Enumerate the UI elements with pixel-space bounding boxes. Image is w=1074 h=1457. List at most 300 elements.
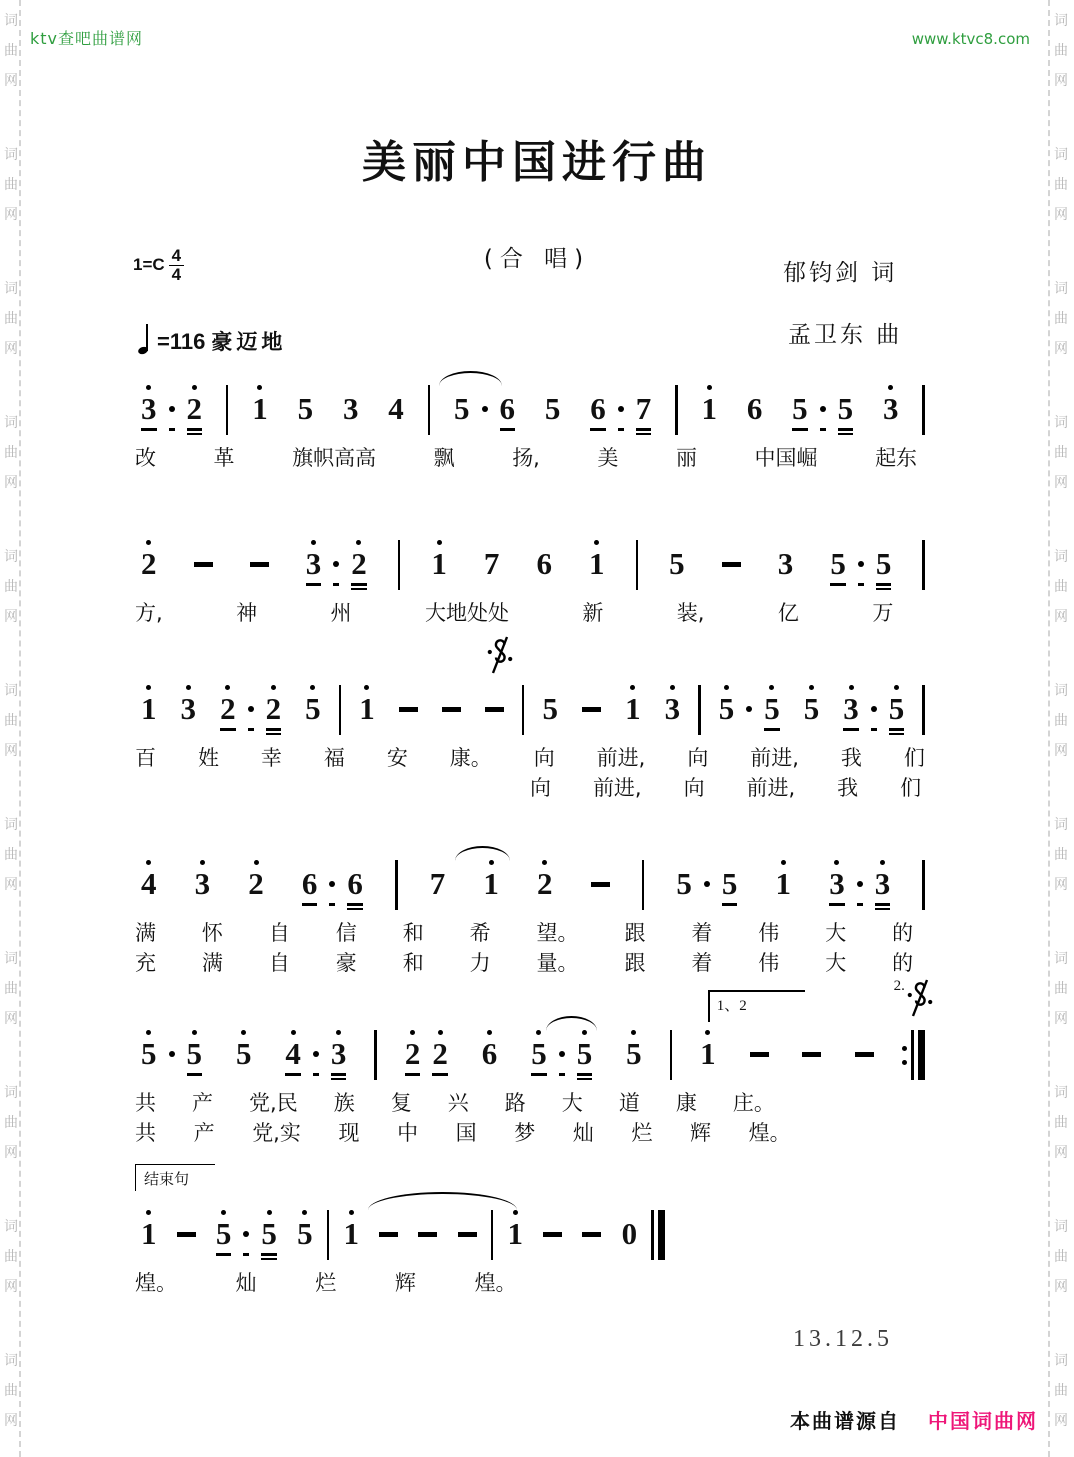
underline bbox=[857, 903, 863, 906]
watermark-char: 曲 bbox=[1054, 1115, 1068, 1131]
underline bbox=[329, 903, 335, 906]
glyph bbox=[543, 1217, 562, 1251]
repeat-barline bbox=[902, 1030, 925, 1080]
glyph: 4 bbox=[285, 1036, 301, 1071]
dash-note bbox=[479, 683, 510, 738]
glyph bbox=[313, 1037, 319, 1071]
lyric-syllable: 现 bbox=[338, 1121, 360, 1145]
lyric-syllable: 亿 bbox=[777, 601, 799, 625]
score-line-2 bbox=[135, 538, 925, 626]
lyric-syllable: 康 bbox=[675, 1091, 697, 1115]
augmentation-dot bbox=[327, 538, 345, 593]
glyph bbox=[750, 1037, 769, 1071]
lyric-syllable: 力 bbox=[469, 951, 491, 975]
underline-slot bbox=[243, 1251, 249, 1263]
underline-slot bbox=[187, 1071, 203, 1083]
watermark-char: 词 bbox=[4, 683, 18, 699]
dash-glyph bbox=[485, 707, 504, 712]
watermark-char: 曲 bbox=[4, 579, 18, 595]
octave-dot bbox=[192, 1030, 197, 1035]
underline-slot bbox=[344, 1251, 360, 1263]
underline-slot bbox=[194, 581, 213, 593]
lyric-syllable: 着 bbox=[691, 921, 713, 945]
underline-slot bbox=[704, 901, 710, 913]
note bbox=[713, 683, 741, 738]
lyric-syllable: 前进, bbox=[746, 776, 796, 800]
octave-dot bbox=[225, 685, 230, 690]
underline-slot bbox=[545, 426, 561, 438]
song-subtitle: (合 唱) bbox=[483, 246, 591, 272]
note bbox=[476, 1028, 504, 1083]
watermark-char: 词 bbox=[4, 1085, 18, 1101]
lyrics-row-1 bbox=[135, 1090, 925, 1116]
glyph: 1 bbox=[589, 546, 605, 581]
underline-slot bbox=[559, 1071, 565, 1083]
lyric-syllable: 大 bbox=[825, 951, 847, 975]
underline bbox=[169, 428, 175, 431]
watermark-char: 网 bbox=[1054, 1413, 1068, 1429]
glyph: 3 bbox=[141, 391, 157, 426]
glyph: 5 bbox=[676, 866, 692, 901]
watermark-char: 网 bbox=[1054, 475, 1068, 491]
underline-slot bbox=[722, 901, 738, 913]
note bbox=[291, 1208, 319, 1263]
lyric-syllable: 望。 bbox=[536, 921, 579, 945]
glyph bbox=[820, 392, 826, 426]
glyph: 6 bbox=[746, 391, 763, 426]
lyric-syllable: 大 bbox=[825, 921, 847, 945]
augmentation-dot bbox=[163, 383, 181, 438]
underline-slot bbox=[747, 426, 763, 438]
lyric-syllable: 共 bbox=[135, 1121, 156, 1145]
note bbox=[214, 683, 242, 738]
beam-group bbox=[786, 383, 859, 438]
lyrics-row-1 bbox=[135, 445, 925, 471]
song-title: 美丽中国进行曲 bbox=[362, 138, 712, 187]
underline-slot bbox=[482, 426, 488, 438]
glyph: 3 bbox=[194, 866, 211, 901]
underline-slot bbox=[750, 1071, 769, 1083]
underline-slot bbox=[236, 1071, 252, 1083]
underline bbox=[531, 1073, 547, 1076]
glyph bbox=[250, 547, 269, 581]
note bbox=[292, 383, 320, 438]
dot-glyph bbox=[559, 1051, 565, 1057]
note bbox=[325, 1028, 353, 1083]
underline-slot bbox=[802, 1071, 821, 1083]
note bbox=[181, 1028, 209, 1083]
barline bbox=[675, 385, 678, 435]
ending-label: 结束句 bbox=[135, 1164, 215, 1191]
underline-slot bbox=[418, 1251, 437, 1263]
underline bbox=[590, 428, 606, 431]
note bbox=[659, 683, 687, 738]
lyric-syllable: 神 bbox=[236, 601, 258, 625]
underline bbox=[820, 428, 826, 431]
underline-slot bbox=[195, 901, 211, 913]
glyph: 3 bbox=[305, 546, 322, 581]
dash-glyph bbox=[250, 562, 269, 567]
meter-denominator: 4 bbox=[171, 264, 182, 284]
dot-glyph bbox=[329, 881, 335, 887]
note bbox=[279, 1028, 307, 1083]
dot-glyph bbox=[820, 406, 826, 412]
watermark-char: 词 bbox=[1054, 549, 1068, 565]
glyph bbox=[746, 692, 752, 726]
note bbox=[260, 683, 288, 738]
underline bbox=[187, 428, 203, 431]
watermark-char: 词 bbox=[1054, 147, 1068, 163]
dash-note bbox=[393, 683, 424, 738]
glyph: 5 bbox=[141, 1036, 157, 1071]
watermark-char: 曲 bbox=[1054, 177, 1068, 193]
watermark-char: 网 bbox=[1054, 1279, 1068, 1295]
footer-source-label: 本曲谱源自 bbox=[790, 1409, 900, 1433]
note bbox=[758, 683, 786, 738]
dash-glyph bbox=[379, 1232, 398, 1237]
watermark-char: 网 bbox=[4, 1145, 18, 1161]
lyric-syllable: 百 bbox=[135, 746, 156, 770]
octave-dot bbox=[809, 685, 814, 690]
dash-glyph bbox=[582, 1232, 601, 1237]
lyric-syllable: 道 bbox=[618, 1091, 640, 1115]
slur bbox=[368, 1192, 516, 1210]
lyric-syllable: 复 bbox=[390, 1091, 412, 1115]
underline bbox=[764, 728, 780, 731]
note bbox=[770, 858, 798, 913]
dash-glyph bbox=[750, 1052, 769, 1057]
octave-dot bbox=[146, 1030, 151, 1035]
watermark-char: 词 bbox=[1054, 1353, 1068, 1369]
beam-group bbox=[670, 858, 743, 913]
dot-glyph bbox=[243, 1231, 249, 1237]
underline-slot bbox=[297, 1251, 313, 1263]
underline bbox=[261, 1253, 277, 1256]
augmentation-dot bbox=[852, 538, 870, 593]
octave-dot bbox=[631, 1030, 636, 1035]
lyric-syllable: 姓 bbox=[197, 746, 219, 770]
note bbox=[255, 1208, 283, 1263]
underline-slot bbox=[582, 726, 601, 738]
underline-slot bbox=[313, 1071, 319, 1083]
octave-dot bbox=[192, 385, 197, 390]
underline-slot bbox=[618, 426, 624, 438]
barline bbox=[395, 860, 398, 910]
note bbox=[494, 383, 522, 438]
glyph: 5 bbox=[531, 1036, 547, 1071]
watermark-char: 网 bbox=[4, 1413, 18, 1429]
octave-dot bbox=[849, 685, 854, 690]
dash-note bbox=[188, 538, 219, 593]
augmentation-dot bbox=[865, 683, 883, 738]
note bbox=[353, 683, 381, 738]
slur bbox=[455, 846, 510, 861]
note bbox=[823, 858, 851, 913]
glyph: 3 bbox=[874, 866, 891, 901]
footer-site-link[interactable]: 中国词曲网 bbox=[928, 1409, 1038, 1433]
underline bbox=[248, 728, 254, 731]
notes-row bbox=[135, 978, 925, 1083]
glyph: 7 bbox=[635, 391, 652, 426]
lyric-syllable: 我 bbox=[837, 776, 859, 800]
underline bbox=[843, 728, 859, 731]
lyric-syllable: 安 bbox=[386, 746, 408, 770]
underline-slot bbox=[876, 581, 892, 593]
underline bbox=[871, 728, 877, 731]
note bbox=[530, 538, 558, 593]
barline bbox=[398, 540, 401, 590]
key-label: 1=C bbox=[133, 255, 165, 275]
watermark-char: 曲 bbox=[1054, 311, 1068, 327]
barline bbox=[922, 540, 925, 590]
lyric-syllable: 起东 bbox=[875, 446, 918, 470]
lyric-syllable: 装, bbox=[676, 601, 705, 625]
octave-dot bbox=[291, 1030, 296, 1035]
tempo-value: =116 bbox=[157, 328, 206, 354]
beam-group bbox=[584, 383, 657, 438]
watermark-char: 词 bbox=[1054, 817, 1068, 833]
beam-group bbox=[525, 1028, 598, 1083]
underline bbox=[351, 588, 367, 591]
dash-glyph bbox=[442, 707, 461, 712]
glyph bbox=[399, 692, 418, 726]
site-link-right[interactable]: www.ktvc8.com bbox=[911, 30, 1030, 48]
dash-note bbox=[796, 1028, 827, 1083]
dash-glyph bbox=[582, 707, 601, 712]
octave-dot bbox=[487, 1030, 492, 1035]
underline-slot bbox=[333, 581, 339, 593]
lyric-syllable: 丽 bbox=[675, 446, 697, 470]
lyric-syllable: 中国崛 bbox=[754, 446, 818, 470]
underline bbox=[838, 428, 854, 431]
note bbox=[741, 383, 769, 438]
lyric-syllable: 产 bbox=[193, 1121, 215, 1145]
underline-slot bbox=[485, 726, 504, 738]
glyph: 6 bbox=[301, 866, 318, 901]
lyric-syllable: 梦 bbox=[514, 1121, 536, 1145]
underline-slot bbox=[746, 726, 752, 738]
beam-group bbox=[448, 383, 521, 438]
glyph: 3 bbox=[342, 391, 359, 426]
underline bbox=[838, 433, 854, 436]
note bbox=[448, 383, 476, 438]
augmentation-dot bbox=[476, 383, 494, 438]
octave-dot bbox=[670, 685, 675, 690]
glyph: 5 bbox=[542, 691, 558, 726]
lyric-syllable: 们 bbox=[903, 746, 925, 770]
underline bbox=[432, 1073, 448, 1076]
underline-slot bbox=[843, 726, 859, 738]
note bbox=[584, 383, 612, 438]
dash-note bbox=[436, 683, 467, 738]
glyph: 4 bbox=[141, 866, 157, 901]
glyph: 1 bbox=[359, 691, 375, 726]
note bbox=[382, 383, 410, 438]
underline-slot bbox=[701, 426, 717, 438]
note bbox=[536, 683, 564, 738]
underline-slot bbox=[359, 726, 375, 738]
dash-note bbox=[452, 1208, 483, 1263]
augmentation-dot bbox=[851, 858, 869, 913]
dash-glyph bbox=[591, 882, 610, 887]
second-volta-label: 2. bbox=[893, 978, 905, 994]
watermark-char: 网 bbox=[4, 207, 18, 223]
beam-group bbox=[823, 858, 896, 913]
lyric-syllable: 着 bbox=[691, 951, 713, 975]
glyph: 5 bbox=[875, 546, 892, 581]
glyph: 4 bbox=[388, 391, 404, 426]
watermark-char: 网 bbox=[4, 1279, 18, 1295]
underline-slot bbox=[141, 426, 157, 438]
underline-slot bbox=[141, 1251, 157, 1263]
watermark-char: 曲 bbox=[1054, 713, 1068, 729]
note bbox=[399, 1028, 427, 1083]
lyric-syllable: 烂 bbox=[315, 1271, 337, 1295]
glyph: 6 bbox=[481, 1036, 498, 1071]
underline-slot bbox=[248, 901, 264, 913]
augmentation-dot bbox=[814, 383, 832, 438]
octave-dot bbox=[594, 540, 599, 545]
lyric-syllable: 辉 bbox=[394, 1271, 416, 1295]
notes-row bbox=[135, 383, 925, 438]
score-line-1 bbox=[135, 383, 925, 471]
underline-slot bbox=[483, 901, 499, 913]
note bbox=[341, 858, 369, 913]
glyph bbox=[329, 867, 335, 901]
note bbox=[772, 538, 800, 593]
glyph bbox=[458, 1217, 477, 1251]
lyric-syllable: 新 bbox=[582, 601, 604, 625]
glyph: 2 bbox=[186, 391, 202, 426]
note bbox=[299, 683, 327, 738]
underline-slot bbox=[248, 726, 254, 738]
dash-glyph bbox=[399, 707, 418, 712]
lyric-syllable: 烂 bbox=[631, 1121, 653, 1145]
glyph: 1 bbox=[625, 691, 641, 726]
dash-glyph bbox=[543, 1232, 562, 1237]
underline-slot bbox=[855, 1071, 874, 1083]
lyric-syllable: 量。 bbox=[536, 951, 579, 975]
glyph: 2 bbox=[432, 1036, 448, 1071]
watermark-char: 曲 bbox=[4, 177, 18, 193]
watermark-char: 曲 bbox=[4, 1249, 18, 1265]
beam-group bbox=[210, 1208, 283, 1263]
underline-slot bbox=[700, 1071, 716, 1083]
date-mark: 13.12.5 bbox=[793, 1326, 893, 1352]
volta-bracket bbox=[708, 990, 805, 1022]
underline-slot bbox=[830, 581, 846, 593]
dash-glyph bbox=[722, 562, 741, 567]
underline-slot bbox=[458, 1251, 477, 1263]
underline-slot bbox=[169, 426, 175, 438]
underline-slot bbox=[343, 426, 359, 438]
lyric-syllable: 革 bbox=[213, 446, 235, 470]
octave-dot bbox=[364, 685, 369, 690]
glyph: 6 bbox=[536, 546, 552, 581]
underline bbox=[141, 428, 157, 431]
note bbox=[869, 858, 897, 913]
watermark-char: 网 bbox=[1054, 877, 1068, 893]
octave-dot bbox=[536, 1030, 541, 1035]
lyric-syllable: 向 bbox=[530, 776, 551, 800]
watermark-char: 网 bbox=[1054, 1145, 1068, 1161]
underline bbox=[313, 1073, 319, 1076]
underline-slot bbox=[636, 426, 652, 438]
glyph bbox=[871, 692, 877, 726]
watermark-char: 词 bbox=[1054, 415, 1068, 431]
lyrics-row-1 bbox=[135, 1270, 665, 1296]
underline-slot bbox=[169, 1071, 175, 1083]
glyph: 2 bbox=[265, 691, 282, 726]
lyrics-row-1 bbox=[135, 920, 925, 946]
lyric-syllable: 满 bbox=[201, 951, 223, 975]
barline bbox=[522, 685, 525, 735]
beam-group bbox=[300, 538, 373, 593]
score-line-3 bbox=[135, 683, 925, 801]
lyric-syllable: 向 bbox=[533, 746, 555, 770]
note bbox=[135, 538, 163, 593]
note bbox=[478, 538, 506, 593]
volta-label: 1、2 bbox=[716, 998, 747, 1014]
glyph bbox=[418, 1217, 437, 1251]
lyric-syllable: 充 bbox=[135, 951, 156, 975]
watermark-char: 词 bbox=[1054, 683, 1068, 699]
site-link-left[interactable]: ktv查吧曲谱网 bbox=[30, 29, 144, 48]
beam-group bbox=[399, 1028, 454, 1083]
underline-slot bbox=[220, 726, 236, 738]
glyph bbox=[857, 867, 863, 901]
segno-glyph bbox=[907, 978, 933, 1018]
glyph: 1 bbox=[701, 391, 717, 426]
glyph bbox=[591, 867, 610, 901]
note bbox=[619, 683, 647, 738]
glyph: 6 bbox=[590, 391, 606, 426]
dash-glyph bbox=[177, 1232, 196, 1237]
lyric-syllable: 前进, bbox=[592, 776, 642, 800]
glyph bbox=[333, 547, 339, 581]
glyph: 5 bbox=[261, 1216, 277, 1251]
time-signature bbox=[169, 247, 184, 284]
underline bbox=[285, 1073, 301, 1076]
lyric-syllable: 前进, bbox=[750, 746, 799, 770]
glyph: 2 bbox=[248, 866, 264, 901]
underline bbox=[876, 588, 892, 591]
glyph bbox=[559, 1037, 565, 1071]
lyric-syllable: 跟 bbox=[624, 951, 646, 975]
lyric-syllable: 们 bbox=[900, 776, 922, 800]
lyric-syllable: 福 bbox=[323, 746, 345, 770]
glyph bbox=[802, 1037, 821, 1071]
watermark-char: 词 bbox=[1054, 281, 1068, 297]
underline bbox=[347, 903, 363, 906]
note bbox=[837, 683, 865, 738]
underline-slot bbox=[500, 426, 516, 438]
watermark-char: 曲 bbox=[4, 445, 18, 461]
glyph: 0 bbox=[621, 1216, 638, 1251]
underline-slot bbox=[250, 581, 269, 593]
underline-slot bbox=[298, 426, 314, 438]
beam-group bbox=[824, 538, 897, 593]
underline-slot bbox=[482, 1071, 498, 1083]
octave-dot bbox=[834, 860, 839, 865]
watermark-char: 网 bbox=[1054, 207, 1068, 223]
glyph bbox=[704, 867, 710, 901]
lyric-syllable: 灿 bbox=[572, 1121, 594, 1145]
note bbox=[230, 1028, 258, 1083]
segno-glyph bbox=[487, 635, 513, 675]
note bbox=[246, 383, 274, 438]
glyph bbox=[169, 1037, 175, 1071]
